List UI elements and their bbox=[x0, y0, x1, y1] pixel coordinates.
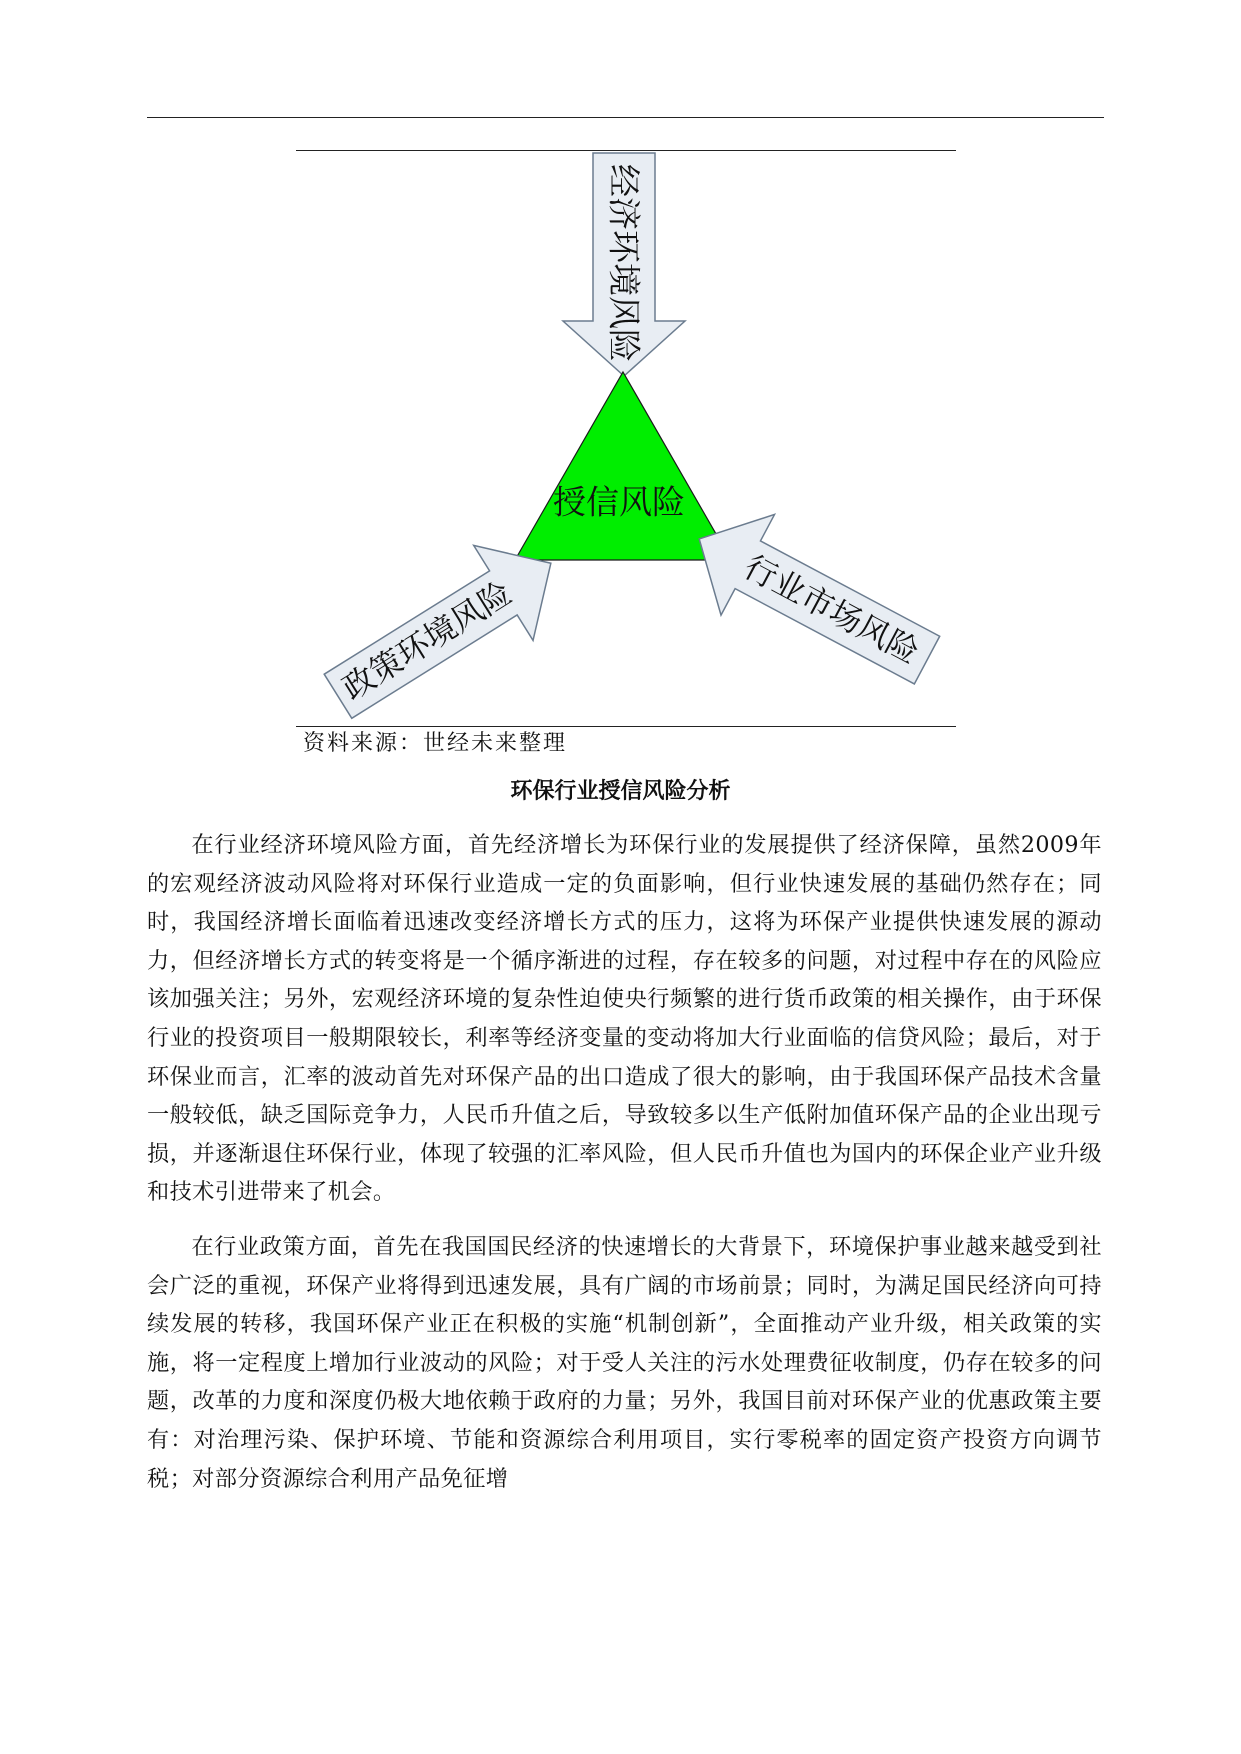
paragraph-policy-risk: 在行业政策方面，首先在我国国民经济的快速增长的大背景下，环境保护事业越来越受到社会广泛的重视，环保产业将得到迅速发展，具有广阔的市场前景；同时，为满足国民经济向可持续发展的转移，我国环保产业正在积极的实施“机制创新”，全面推动产业升级，相关政策的实施，将一定程度上增加行业波动的风险；对于受人关注的污水处理费征收制度，仍存在较多的问题，改革的力度和深度仍极大地依赖于政府的力量；另外，我国目前对环保产业的优惠政策主要有：对治理污染、保护环境、节能和资源综合利用项目，实行零税率的固定资产投资方向调节税；对部分资源综合利用产品免征增 bbox=[147, 1233, 1102, 1492]
economic-risk-label: 经济环境风险 bbox=[604, 164, 644, 362]
figure-bottom-rule bbox=[296, 726, 956, 727]
body-text bbox=[147, 826, 1102, 1514]
policy-risk-label: 政策环境风险 bbox=[335, 573, 519, 708]
credit-risk-triangle bbox=[515, 372, 731, 560]
figure-caption: 环保行业授信风险分析 bbox=[510, 779, 731, 804]
economic-risk-arrow bbox=[563, 153, 685, 376]
paragraph-economic-risk: 在行业经济环境风险方面，首先经济增长为环保行业的发展提供了经济保障，虽然2009年的宏观经济波动风险将对环保行业造成一定的负面影响，但行业快速发展的基础仍然存在；同时，我国经济增长面临着迅速改变经济增长方式的压力，这将为环保产业提供快速发展的源动力，但经济增长方式的转变将是一个循序渐进的过程，存在较多的问题，对过程中存在的风险应该加强关注；另外，宏观经济环境的复杂性迫使央行频繁的进行货币政策的相关操作，由于环保行业的投资项目一般期限较长，利率等经济变量的变动将加大行业面临的信贷风险；最后，对于环保业而言，汇率的波动首先对环保产品的出口造成了很大的影响，由于我国环保产品技术含量一般较低，缺乏国际竞争力，人民币升值之后，导致较多以生产低附加值环保产品的企业出现亏损，并逐渐退住环保行业，体现了较强的汇率风险，但人民币升值也为国内的环保企业产业升级和技术引进带来了机会。 bbox=[147, 832, 1102, 1206]
credit-risk-diagram bbox=[296, 150, 956, 726]
page-header-rule bbox=[147, 117, 1104, 118]
credit-risk-label: 授信风险 bbox=[553, 482, 685, 522]
market-risk-arrow bbox=[672, 489, 953, 711]
source-note: 资料来源：世经未来整理 bbox=[303, 731, 568, 756]
triangle-shape bbox=[515, 372, 731, 560]
market-risk-label: 行业市场风险 bbox=[737, 547, 926, 672]
